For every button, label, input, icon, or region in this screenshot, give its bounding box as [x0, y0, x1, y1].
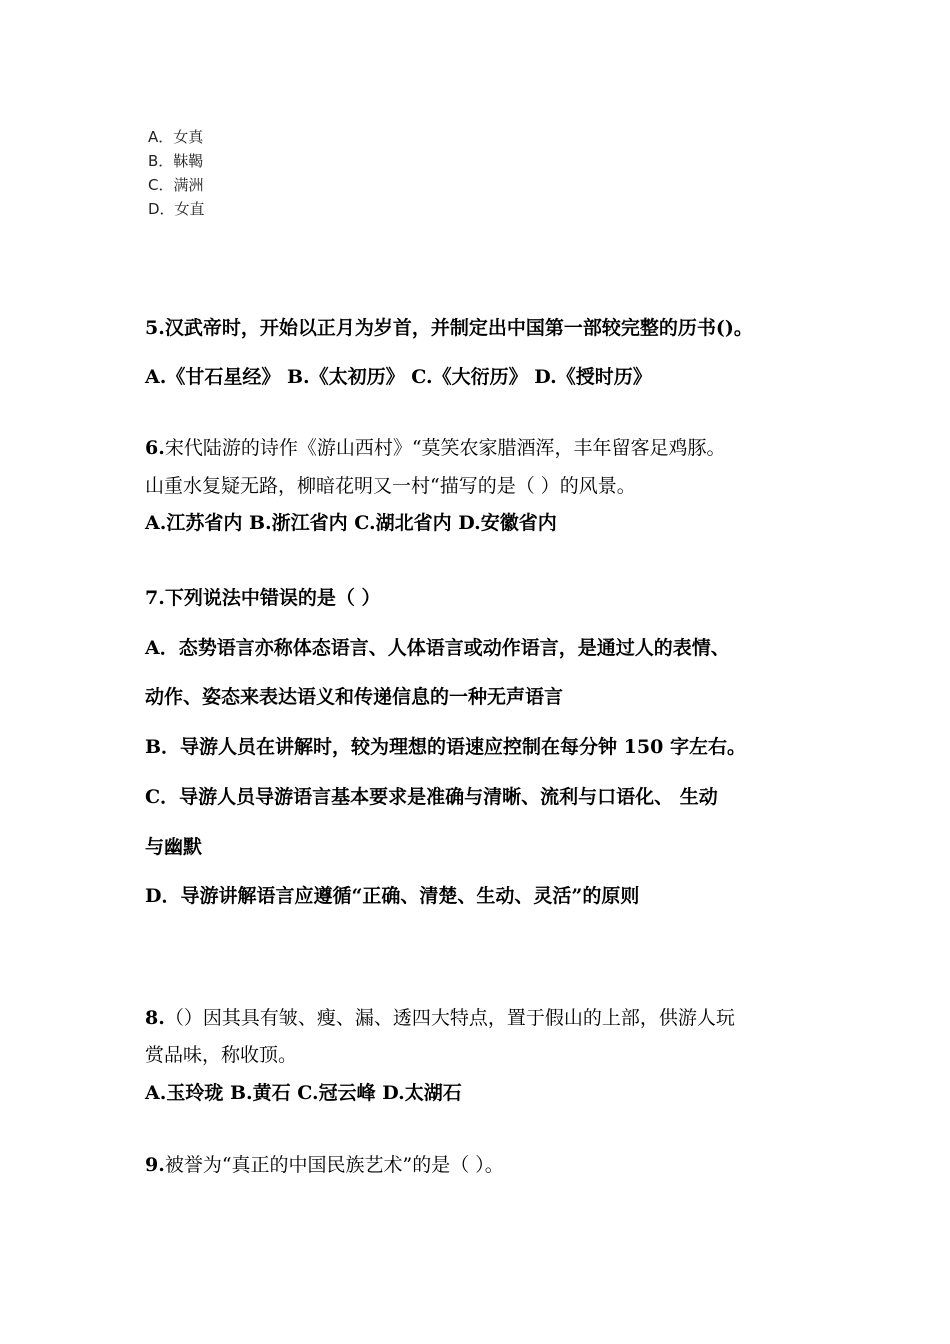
q9-stem [145, 1150, 504, 1177]
q8-stem-text: （）因其具有皱、瘦、漏、透四大特点，置于假山的上部，供游人玩 [164, 1007, 735, 1029]
q6-stem-text: 宋代陆游的诗作《游山西村》“莫笑农家腊酒浑，丰年留客足鸡豚。 [164, 437, 726, 459]
q8-options: A.玉玲珑 B.黄石 C.冠云峰 D.太湖石 [145, 1082, 462, 1104]
q9-stem-text: 被誉为“真正的中国民族艺术”的是（ ）。 [164, 1154, 504, 1176]
q4-option-a: A．女真 [148, 128, 204, 146]
q8-stem-line2: 赏品味，称收顶。 [145, 1044, 298, 1066]
q4-option-d: D．女直 [148, 200, 205, 218]
q7-option-b: B．导游人员在讲解时，较为理想的语速应控制在每分钟 150 字左右。 [145, 736, 746, 758]
q7-option-d: D．导游讲解语言应遵循“正确、清楚、生动、灵活”的原则 [145, 885, 640, 907]
q9-number: 9. [145, 1154, 165, 1176]
q8-stem-line1 [145, 1003, 735, 1030]
q4-option-c: C．满洲 [148, 176, 204, 194]
q5-options: A.《甘石星经》 B.《太初历》 C.《大衍历》 D.《授时历》 [145, 366, 652, 388]
q5-stem: 5.汉武帝时，开始以正月为岁首，并制定出中国第一部较完整的历书()。 [145, 317, 753, 339]
q7-option-a-line2: 动作、姿态来表达语义和传递信息的一种无声语言 [145, 686, 564, 708]
q6-number: 6. [145, 437, 165, 459]
q6-stem-line2: 山重水复疑无路，柳暗花明又一村“描写的是（ ）的风景。 [145, 475, 636, 497]
q6-stem-line1 [145, 433, 726, 460]
q7-option-c-line1: C．导游人员导游语言基本要求是准确与清晰、流利与口语化、 生动 [145, 786, 718, 808]
q7-option-a-line1: A．态势语言亦称体态语言、人体语言或动作语言，是通过人的表情、 [145, 637, 730, 659]
q8-number: 8. [145, 1007, 165, 1029]
q7-option-c-line2: 与幽默 [145, 836, 203, 858]
q4-option-b: B．靺鞨 [148, 152, 204, 170]
q7-stem: 7.下列说法中错误的是（ ） [145, 587, 381, 609]
q6-options: A.江苏省内 B.浙江省内 C.湖北省内 D.安徽省内 [145, 512, 557, 534]
